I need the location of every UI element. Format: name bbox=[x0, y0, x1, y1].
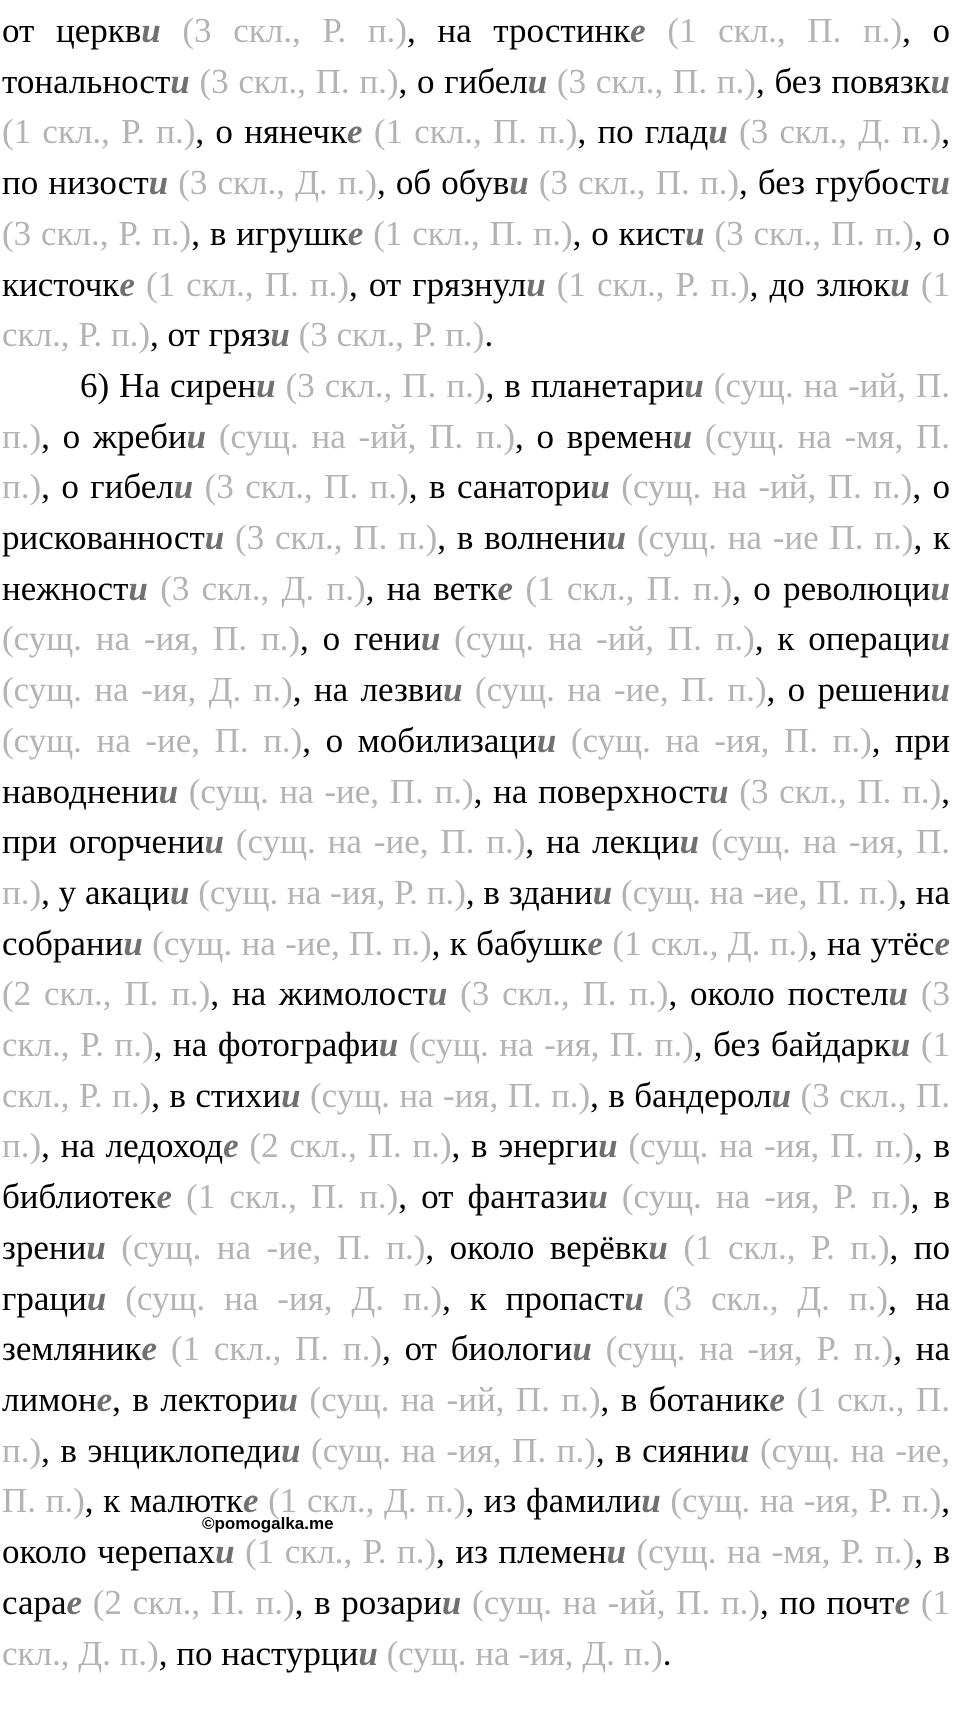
grammar-note: (сущ. на -ий, П. п.) bbox=[206, 416, 515, 456]
ending-letter: и bbox=[592, 872, 613, 912]
ending-letter: и bbox=[890, 264, 910, 304]
grammar-note: (1 скл., Р. п.) bbox=[667, 1227, 890, 1267]
grammar-note: (3 скл., П. п.) bbox=[704, 213, 914, 253]
grammar-note: (1 скл., П. п.) bbox=[513, 568, 733, 608]
ending-letter: и bbox=[148, 163, 169, 203]
word-text: , из племен bbox=[436, 1532, 607, 1572]
word-text: , в сара bbox=[2, 1532, 951, 1622]
grammar-note: (3 скл., П. п.) bbox=[189, 61, 399, 101]
ending-letter: е bbox=[769, 1379, 785, 1419]
word-text: , на тростинк bbox=[406, 11, 631, 50]
ending-letter: е bbox=[119, 264, 135, 304]
ending-letter: и bbox=[123, 923, 143, 963]
grammar-note: (сущ. на -ия, Р. п.) bbox=[607, 1177, 911, 1217]
grammar-note: (3 скл., Д. п.) bbox=[643, 1278, 889, 1318]
word-text: , о тональност bbox=[2, 11, 951, 101]
ending-letter: и bbox=[685, 213, 705, 253]
grammar-note: (1 скл., Р. п.) bbox=[234, 1532, 437, 1572]
word-text: , от биологи bbox=[382, 1329, 573, 1369]
ending-letter: е bbox=[223, 1126, 239, 1166]
word-text: , к бабушк bbox=[431, 923, 588, 963]
grammar-note: (1 скл., Д. п.) bbox=[258, 1481, 466, 1521]
grammar-note: (3 скл., П. п.) bbox=[224, 518, 438, 558]
grammar-note: (1 скл., П. п.) bbox=[157, 1329, 383, 1369]
grammar-note: (сущ. на -ие, П. п.) bbox=[105, 1227, 426, 1267]
grammar-note: (3 скл., Д. п.) bbox=[727, 112, 942, 152]
grammar-note: (сущ. на -ия, Р. п.) bbox=[660, 1481, 942, 1521]
grammar-note: (сущ. на -ие, П. п.) bbox=[612, 872, 899, 912]
grammar-note: (3 скл., П. п.) bbox=[728, 771, 942, 811]
grammar-note: (3 скл., Д. п.) bbox=[168, 163, 377, 203]
grammar-note: (3 скл., П. п.) bbox=[193, 467, 409, 507]
grammar-note: (1 скл., Д. п.) bbox=[2, 1582, 950, 1673]
word-text: , к операци bbox=[754, 619, 931, 659]
grammar-note: (2 скл., П. п.) bbox=[2, 974, 211, 1014]
ending-letter: и bbox=[281, 1075, 301, 1115]
ending-letter: и bbox=[86, 1227, 106, 1267]
grammar-note: (сущ. на -ия, П. п.) bbox=[398, 1025, 694, 1065]
word-text: , без повязк bbox=[755, 61, 931, 101]
grammar-note: (1 скл., Р. п.) bbox=[2, 1025, 951, 1115]
grammar-note: (1 скл., П. п.) bbox=[362, 112, 578, 152]
word-text: , около постел bbox=[668, 974, 889, 1014]
grammar-note: (2 скл., П. п.) bbox=[82, 1582, 295, 1622]
word-text: , о гибел bbox=[398, 61, 528, 101]
word-text: , о жреби bbox=[41, 416, 187, 456]
word-text: , от грязнул bbox=[349, 264, 527, 304]
ending-letter: и bbox=[204, 822, 225, 862]
ending-letter: е bbox=[66, 1582, 83, 1622]
ending-letter: и bbox=[509, 163, 529, 203]
ending-letter: и bbox=[930, 619, 951, 659]
word-text: , к пропаст bbox=[442, 1278, 625, 1318]
word-text: , на собрани bbox=[2, 872, 951, 963]
grammar-note: (3 скл., Р. п.) bbox=[289, 315, 485, 355]
ending-letter: и bbox=[709, 771, 729, 811]
ending-letter: и bbox=[679, 822, 700, 862]
word-text: , о времен bbox=[515, 416, 673, 456]
ending-letter: е bbox=[96, 1379, 113, 1419]
grammar-note: (сущ. на -ие, П. п.) bbox=[178, 771, 474, 811]
grammar-note: (1 скл., Д. п.) bbox=[602, 923, 809, 963]
word-text: , в бандерол bbox=[590, 1075, 772, 1115]
word-text: , к нежност bbox=[2, 518, 950, 608]
ending-letter: и bbox=[536, 720, 557, 760]
grammar-note: (3 скл., П. п.) bbox=[528, 163, 739, 203]
grammar-note: (1 скл., Р. п.) bbox=[545, 264, 750, 304]
ending-letter: е bbox=[242, 1481, 259, 1521]
word-text: , о гибел bbox=[41, 467, 174, 507]
ending-letter: и bbox=[930, 670, 950, 710]
word-text: , на лимон bbox=[2, 1329, 951, 1419]
word-text: , от фантази bbox=[398, 1177, 589, 1217]
word-text: , на утёс bbox=[808, 923, 935, 963]
ending-letter: е bbox=[894, 1582, 911, 1622]
ending-letter: и bbox=[708, 112, 728, 152]
ending-letter: и bbox=[170, 872, 190, 912]
ending-letter: и bbox=[281, 1430, 301, 1470]
word-text: , из фамили bbox=[465, 1481, 642, 1521]
ending-letter: и bbox=[624, 1278, 644, 1318]
watermark: ©pomogalka.me bbox=[202, 1514, 334, 1533]
word-text: , в розари bbox=[294, 1582, 442, 1622]
word-text: , до злюк bbox=[749, 264, 891, 304]
ending-letter: и bbox=[427, 974, 448, 1014]
ending-letter: и bbox=[441, 1582, 462, 1622]
word-text: , по настурци bbox=[158, 1633, 359, 1673]
word-text: 6) На сирен bbox=[80, 365, 257, 405]
ending-letter: и bbox=[572, 1329, 592, 1369]
grammar-note: (3 скл., П. п.) bbox=[275, 365, 486, 405]
ending-letter: е bbox=[347, 213, 364, 253]
word-text: от церкв bbox=[2, 11, 142, 50]
grammar-note: (сущ. на -ие, П. п.) bbox=[224, 822, 526, 862]
grammar-note: (сущ. на -ия, П. п.) bbox=[2, 822, 951, 912]
ending-letter: и bbox=[598, 1126, 618, 1166]
ending-letter: и bbox=[641, 1481, 661, 1521]
word-text: , о рискованност bbox=[2, 467, 951, 558]
word-text: , при наводнени bbox=[2, 720, 950, 811]
ending-letter: и bbox=[590, 467, 610, 507]
ending-letter: и bbox=[158, 771, 179, 811]
ending-letter: и bbox=[378, 1025, 399, 1065]
word-text: , в зрени bbox=[2, 1177, 951, 1267]
grammar-note: (сущ. на -ие П. п.) bbox=[626, 518, 914, 558]
grammar-note: (сущ. на -мя, Р. п.) bbox=[626, 1532, 915, 1572]
word-text: , на ледоход bbox=[41, 1126, 224, 1166]
ending-letter: и bbox=[141, 11, 161, 50]
word-text: , по низост bbox=[2, 112, 951, 203]
ending-letter: и bbox=[86, 1278, 107, 1318]
word-text: , в игрушк bbox=[191, 213, 348, 253]
ending-letter: и bbox=[730, 1430, 750, 1470]
ending-letter: е bbox=[630, 11, 646, 50]
grammar-note: (1 скл., П. п.) bbox=[2, 1379, 950, 1470]
grammar-note: (1 скл., П. п.) bbox=[172, 1177, 399, 1217]
ending-letter: и bbox=[890, 1025, 911, 1065]
grammar-note: (3 скл., П. п.) bbox=[2, 1075, 950, 1166]
ending-letter: и bbox=[204, 518, 225, 558]
document-page bbox=[2, 6, 950, 1679]
ending-letter: и bbox=[527, 61, 548, 101]
word-text: . bbox=[662, 1633, 672, 1673]
grammar-note: (3 скл., Р. п.) bbox=[2, 974, 951, 1065]
ending-letter: и bbox=[443, 670, 463, 710]
word-text: , без байдарк bbox=[693, 1025, 891, 1065]
ending-letter: е bbox=[347, 112, 363, 152]
grammar-note: (1 скл., Р. п.) bbox=[2, 112, 196, 152]
grammar-note: (сущ. на -ий, П. п.) bbox=[440, 619, 755, 659]
word-text: . bbox=[484, 315, 494, 355]
ending-letter: и bbox=[684, 365, 704, 405]
word-text: , о гени bbox=[300, 619, 421, 659]
word-text: , у акаци bbox=[41, 872, 170, 912]
word-text: , при огорчени bbox=[2, 771, 950, 862]
word-text: , об обув bbox=[376, 163, 510, 203]
word-text: , на фотографи bbox=[153, 1025, 379, 1065]
grammar-note: (сущ. на -ия, П. п.) bbox=[300, 1075, 591, 1115]
word-text: , на ветк bbox=[365, 568, 498, 608]
word-text: , на земляник bbox=[2, 1278, 950, 1369]
word-text: , в стихи bbox=[151, 1075, 282, 1115]
grammar-note: (1 скл., Р. п.) bbox=[2, 264, 951, 355]
ending-letter: и bbox=[771, 1075, 792, 1115]
ending-letter: и bbox=[672, 416, 693, 456]
grammar-note: (сущ. на -ия, Р. п.) bbox=[189, 872, 466, 912]
word-text: , по глад bbox=[577, 112, 709, 152]
word-text: , на лекци bbox=[525, 822, 680, 862]
word-text: , около верёвк bbox=[425, 1227, 649, 1267]
ending-letter: и bbox=[358, 1633, 378, 1673]
word-text: , по граци bbox=[2, 1227, 951, 1318]
word-text: , около черепах bbox=[2, 1481, 950, 1572]
ending-letter: е bbox=[934, 923, 950, 963]
word-text: , о мобилизаци bbox=[302, 720, 537, 760]
grammar-note: (2 скл., П. п.) bbox=[238, 1126, 452, 1166]
ending-letter: и bbox=[186, 416, 207, 456]
grammar-note: (1 скл., П. п.) bbox=[645, 11, 903, 50]
ending-letter: и bbox=[215, 1532, 235, 1572]
grammar-note: (3 скл., Д. п.) bbox=[147, 568, 366, 608]
word-text: , о решени bbox=[766, 670, 931, 710]
ending-letter: и bbox=[128, 568, 148, 608]
ending-letter: е bbox=[497, 568, 514, 608]
ending-letter: и bbox=[930, 61, 951, 101]
grammar-note: (сущ. на -ия, Д. п.) bbox=[377, 1633, 663, 1673]
word-text: , в санатори bbox=[408, 467, 591, 507]
word-text: , в энерги bbox=[451, 1126, 599, 1166]
word-text: , на поверхност bbox=[473, 771, 710, 811]
ending-letter: и bbox=[278, 1379, 298, 1419]
grammar-note: (3 скл., Р. п.) bbox=[160, 11, 407, 50]
ending-letter: и bbox=[930, 163, 951, 203]
grammar-note: (сущ. на -ия, П. п.) bbox=[556, 720, 872, 760]
grammar-note: (сущ. на -ий, П. п.) bbox=[461, 1582, 761, 1622]
grammar-note: (сущ. на -ие, П. п.) bbox=[462, 670, 767, 710]
ending-letter: и bbox=[588, 1177, 608, 1217]
grammar-note: (1 скл., П. п.) bbox=[363, 213, 573, 253]
word-text: , в сияни bbox=[595, 1430, 731, 1470]
word-text: , без грубост bbox=[738, 163, 931, 203]
ending-letter: и bbox=[256, 365, 276, 405]
grammar-note: (сущ. на -ия, Д. п.) bbox=[2, 670, 293, 710]
grammar-note: (сущ. на -ия, Р. п.) bbox=[591, 1329, 894, 1369]
word-text: , в волнени bbox=[437, 518, 607, 558]
grammar-note: (сущ. на -ие, П. п.) bbox=[2, 1430, 950, 1521]
word-text: , по почт bbox=[760, 1582, 895, 1622]
paragraph-continued bbox=[2, 6, 950, 361]
grammar-note: (сущ. на -ия, П. п.) bbox=[300, 1430, 596, 1470]
ending-letter: е bbox=[156, 1177, 173, 1217]
word-text: , в планетари bbox=[485, 365, 685, 405]
word-text: , к малютк bbox=[84, 1481, 243, 1521]
ending-letter: и bbox=[526, 264, 546, 304]
grammar-note: (3 скл., П. п.) bbox=[547, 61, 756, 101]
grammar-note: (сущ. на -мя, П. п.) bbox=[2, 416, 950, 507]
word-text: , на жимолост bbox=[210, 974, 428, 1014]
ending-letter: и bbox=[888, 974, 909, 1014]
word-text: , о кист bbox=[572, 213, 686, 253]
word-text: , от гряз bbox=[149, 315, 271, 355]
word-text: , на лезви bbox=[292, 670, 444, 710]
ending-letter: и bbox=[930, 568, 951, 608]
grammar-note: (сущ. на -ия, П. п.) bbox=[2, 619, 300, 659]
ending-letter: е bbox=[141, 1329, 158, 1369]
ending-letter: и bbox=[606, 518, 627, 558]
grammar-note: (3 скл., Р. п.) bbox=[2, 213, 192, 253]
word-text: , в библиотек bbox=[2, 1126, 950, 1217]
word-text: , о нянечк bbox=[195, 112, 348, 152]
grammar-note: (сущ. на -ие, П. п.) bbox=[142, 923, 432, 963]
word-text: , в лектори bbox=[112, 1379, 279, 1419]
ending-letter: и bbox=[420, 619, 441, 659]
grammar-note: (сущ. на -ий, П. п.) bbox=[2, 365, 950, 456]
grammar-note: (сущ. на -ий, П. п.) bbox=[297, 1379, 601, 1419]
ending-letter: е bbox=[587, 923, 603, 963]
grammar-note: (1 скл., П. п.) bbox=[134, 264, 349, 304]
ending-letter: и bbox=[270, 315, 290, 355]
word-text: , в энциклопеди bbox=[41, 1430, 282, 1470]
word-text: , о кисточк bbox=[2, 213, 950, 304]
ending-letter: и bbox=[606, 1532, 627, 1572]
ending-letter: и bbox=[173, 467, 194, 507]
word-text: , в ботаник bbox=[600, 1379, 770, 1419]
grammar-note: (сущ. на -ия, П. п.) bbox=[617, 1126, 914, 1166]
exercise-6-paragraph bbox=[2, 361, 950, 1679]
ending-letter: и bbox=[648, 1227, 668, 1267]
grammar-note: (сущ. на -ие, П. п.) bbox=[2, 720, 303, 760]
grammar-note: (сущ. на -ия, Д. п.) bbox=[106, 1278, 443, 1318]
grammar-note: (сущ. на -ий, П. п.) bbox=[609, 467, 913, 507]
word-text: , в здани bbox=[465, 872, 593, 912]
word-text: , о революци bbox=[732, 568, 931, 608]
grammar-note: (3 скл., П. п.) bbox=[447, 974, 669, 1014]
ending-letter: и bbox=[170, 61, 190, 101]
